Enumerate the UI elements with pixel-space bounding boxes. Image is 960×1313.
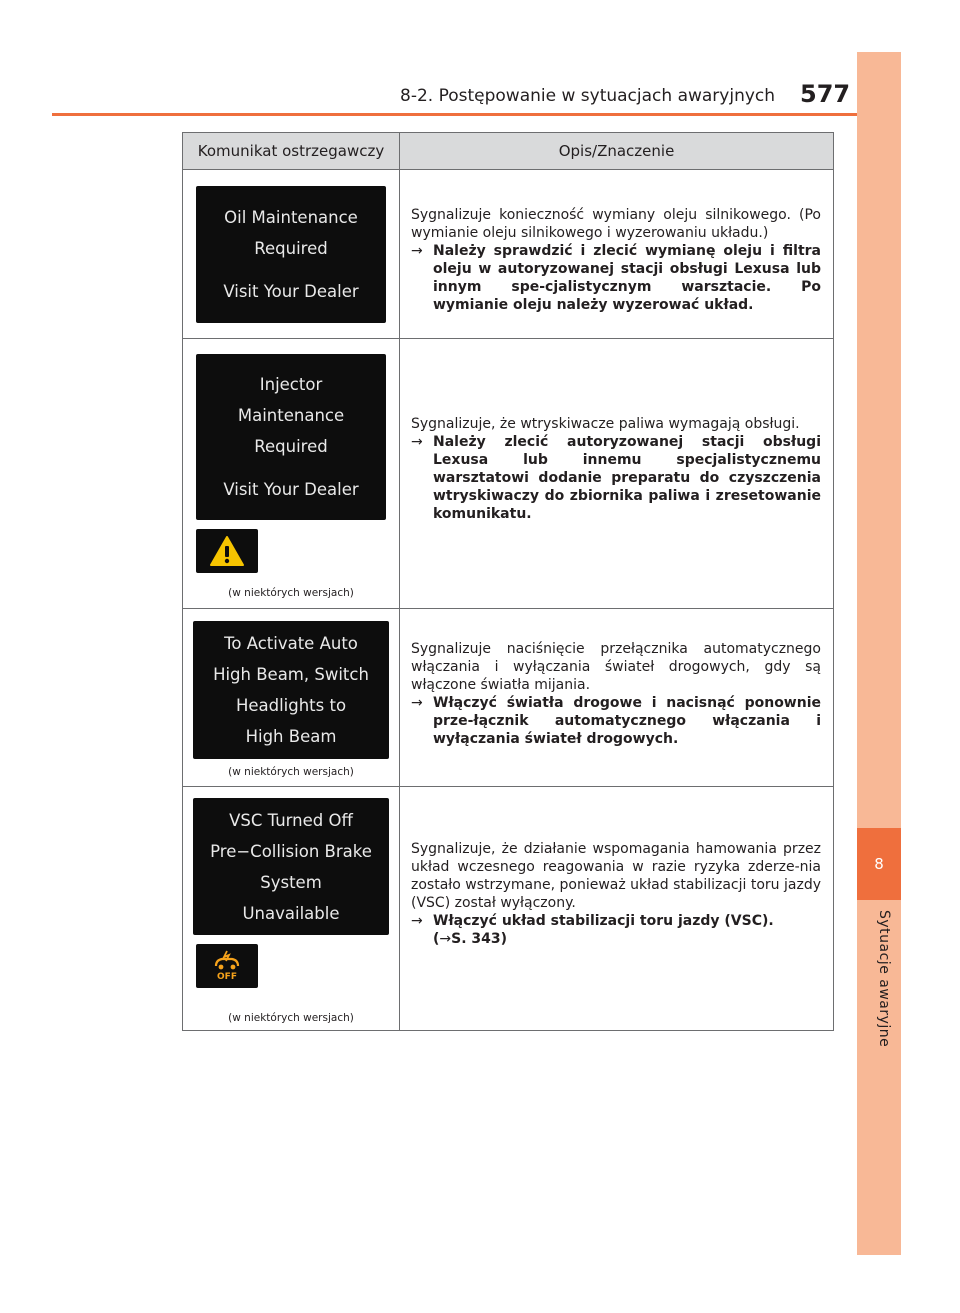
section-number: 8	[857, 828, 901, 900]
table-row	[183, 170, 834, 339]
description-cell	[400, 170, 834, 339]
screen-line: Headlights to	[235, 696, 347, 715]
display-screen	[193, 798, 389, 935]
screen-line: High Beam	[245, 727, 337, 746]
arrow-icon: →	[411, 433, 423, 450]
section-label: Sytuacje awaryjne	[876, 910, 892, 1048]
section-title: 8-2. Postępowanie w sytuacjach awaryjnych	[400, 86, 776, 106]
table-row	[183, 339, 834, 609]
column-header-message: Komunikat ostrzegawczy	[183, 133, 400, 170]
message-cell	[183, 170, 400, 339]
screen-line: Visit Your Dealer	[223, 281, 359, 301]
page-reference: (→S. 343)	[433, 930, 508, 947]
display-screen	[193, 621, 389, 759]
action-text: → Włączyć układ stabilizacji toru jazdy (VSC).	[411, 912, 774, 929]
description-cell	[400, 609, 834, 787]
description-text: Sygnalizuje naciśnięcie przełącznika automatycznego włączania i wyłączania świateł drogowych, gdy są włączone światła mijania.	[411, 640, 821, 693]
action-text: → Włączyć światła drogowe i nacisnąć ponownie prze-łącznik automatycznego włączania i wyłączania świateł drogowych.	[411, 694, 821, 747]
header-rule	[52, 113, 857, 116]
arrow-icon: →	[411, 243, 423, 259]
description-cell	[400, 339, 834, 609]
table-row	[183, 609, 834, 787]
display-screen	[196, 186, 386, 323]
screen-line: High Beam, Switch	[213, 665, 369, 684]
description-cell	[400, 787, 834, 1031]
screen-line: Unavailable	[242, 903, 340, 923]
screen-line: Maintenance	[237, 406, 345, 425]
screen-line: Visit Your Dealer	[223, 480, 359, 499]
description-text: Sygnalizuje konieczność wymiany oleju silnikowego. (Po wymianie oleju silnikowego i wyzerowaniu układu.)	[411, 207, 821, 241]
arrow-icon: →	[411, 912, 423, 929]
screen-line: Required	[254, 437, 328, 456]
description-text: Sygnalizuje, że wtryskiwacze paliwa wymagają obsługi.	[411, 415, 800, 432]
screen-line: VSC Turned Off	[229, 810, 353, 830]
display-screen	[196, 354, 386, 520]
page-number: 577	[800, 80, 851, 108]
column-header-description: Opis/Znaczenie	[400, 133, 834, 170]
table-row	[183, 787, 834, 1031]
screen-line: Required	[254, 238, 328, 258]
section-tab	[857, 52, 901, 1255]
screen-line: System	[260, 872, 322, 892]
variant-note: (w niektórych wersjach)	[228, 1012, 354, 1024]
action-text: → Należy sprawdzić i zlecić wymianę oleju i filtra oleju w autoryzowanej stacji obsługi Lexusa lub innym spe-cjalistycznym warsztacie. Po wymianie oleju należy wyzerować układ.	[411, 243, 821, 313]
message-cell	[183, 609, 400, 787]
screen-line: Oil Maintenance	[224, 207, 358, 227]
message-cell	[183, 339, 400, 609]
screen-line: Pre−Collision Brake	[210, 841, 372, 861]
arrow-icon: →	[411, 694, 423, 711]
icon-off-label: OFF	[217, 972, 237, 982]
screen-line: Injector	[259, 375, 323, 394]
message-cell	[183, 787, 400, 1031]
pcs-off-icon	[196, 944, 258, 988]
warning-triangle-icon	[196, 529, 258, 573]
variant-note: (w niektórych wersjach)	[228, 587, 354, 599]
screen-line: To Activate Auto	[224, 634, 358, 653]
action-text: → Należy zlecić autoryzowanej stacji obsługi Lexusa lub innemu specjalistycznemu warsztatowi dodanie preparatu do czyszczenia wtryskiwaczy do zbiornika paliwa i zresetowanie komunikatu.	[411, 433, 821, 522]
warning-table	[182, 132, 834, 1031]
variant-note: (w niektórych wersjach)	[228, 766, 354, 778]
description-text: Sygnalizuje, że działanie wspomagania hamowania przez układ wczesnego reagowania w razie ryzyka zderze-nia zostało wstrzymane, ponieważ układ stabilizacji toru jazdy (VSC) został wyłączony.	[411, 840, 821, 911]
